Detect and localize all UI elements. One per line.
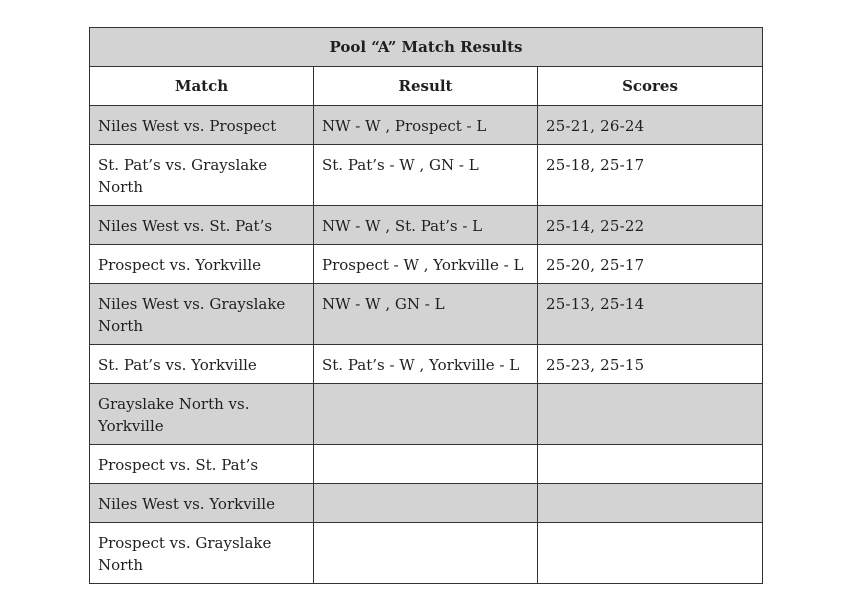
table-row	[90, 384, 763, 445]
result-cell: NW - W , GN - L	[314, 284, 538, 345]
scores-cell: 25-21, 26-24	[538, 106, 763, 145]
match-cell: Prospect vs. Grayslake North	[90, 523, 314, 584]
result-cell	[314, 445, 538, 484]
result-cell: St. Pat’s - W , GN - L	[314, 145, 538, 206]
column-header-scores: Scores	[538, 67, 763, 106]
column-header-match: Match	[90, 67, 314, 106]
table-row	[90, 484, 763, 523]
table-row	[90, 284, 763, 345]
scores-cell: 25-23, 25-15	[538, 345, 763, 384]
result-cell: NW - W , Prospect - L	[314, 106, 538, 145]
scores-cell: 25-14, 25-22	[538, 206, 763, 245]
match-cell: Niles West vs. St. Pat’s	[90, 206, 314, 245]
match-cell: Prospect vs. Yorkville	[90, 245, 314, 284]
scores-cell	[538, 445, 763, 484]
match-cell: Prospect vs. St. Pat’s	[90, 445, 314, 484]
result-cell: Prospect - W , Yorkville - L	[314, 245, 538, 284]
match-cell: Grayslake North vs. Yorkville	[90, 384, 314, 445]
table-row	[90, 523, 763, 584]
table-title: Pool “A” Match Results	[90, 28, 763, 67]
table-row	[90, 345, 763, 384]
match-cell: Niles West vs. Yorkville	[90, 484, 314, 523]
column-header-result: Result	[314, 67, 538, 106]
scores-cell: 25-20, 25-17	[538, 245, 763, 284]
match-cell: Niles West vs. Grayslake North	[90, 284, 314, 345]
match-cell: St. Pat’s vs. Grayslake North	[90, 145, 314, 206]
table-row	[90, 245, 763, 284]
result-cell: St. Pat’s - W , Yorkville - L	[314, 345, 538, 384]
table-title-row	[90, 28, 763, 67]
table-row	[90, 445, 763, 484]
scores-cell: 25-18, 25-17	[538, 145, 763, 206]
result-cell: NW - W , St. Pat’s - L	[314, 206, 538, 245]
match-cell: St. Pat’s vs. Yorkville	[90, 345, 314, 384]
scores-cell	[538, 384, 763, 445]
table-row	[90, 106, 763, 145]
match-results-table	[89, 27, 763, 584]
scores-cell	[538, 484, 763, 523]
scores-cell	[538, 523, 763, 584]
result-cell	[314, 484, 538, 523]
scores-cell: 25-13, 25-14	[538, 284, 763, 345]
table-row	[90, 206, 763, 245]
table-row	[90, 145, 763, 206]
result-cell	[314, 523, 538, 584]
table-header-row	[90, 67, 763, 106]
match-cell: Niles West vs. Prospect	[90, 106, 314, 145]
result-cell	[314, 384, 538, 445]
